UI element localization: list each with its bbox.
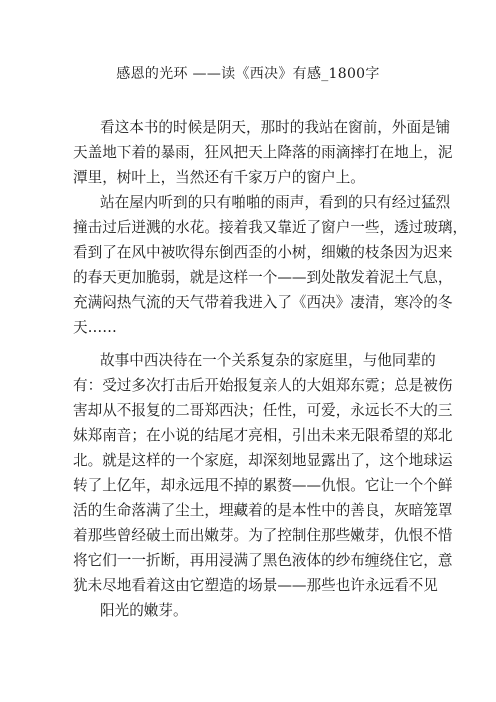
paragraph-line: 妹郑南音；在小说的结尾才亮相，引出未来无限希望的郑北 bbox=[73, 427, 453, 444]
paragraph-line: 将它们一一折断，再用浸满了黑色液体的纱布缠绕住它，意 bbox=[73, 552, 453, 569]
paragraph-line: 犹未尽地看着这由它塑造的场景——那些也许永远看不见 bbox=[73, 577, 438, 594]
paragraph-line: 的春天更加脆弱，就是这样一个——到处散发着泥土气息， bbox=[73, 269, 453, 286]
paragraph-line: 阳光的嫩芽。 bbox=[100, 602, 188, 619]
paragraph-line: 撞击过后迸溅的水花。接着我又靠近了窗户一些，透过玻璃， bbox=[73, 219, 468, 236]
paragraph-line: 害却从不报复的二哥郑西決；任性，可爱，永远长不大的三 bbox=[73, 402, 453, 419]
paragraph-line: 着那些曾经破土而出嫩芽。为了控制住那些嫩芽，仇恨不惜 bbox=[73, 527, 453, 544]
paragraph-line: 看到了在风中被吹得东倒西歪的小树，细嫩的枝条因为迟来 bbox=[73, 244, 453, 261]
paragraph-line: 故事中西决待在一个关系复杂的家庭里，与他同辈的 bbox=[100, 352, 436, 369]
paragraph-line: 有：受过多次打击后开始报复亲人的大姐郑东霓；总是被伤 bbox=[73, 377, 453, 394]
paragraph-line: 北。就是这样的一个家庭，却深刻地显露出了，这个地球运 bbox=[73, 452, 453, 469]
paragraph-line: 潭里，树叶上，当然还有千家万户的窗户上。 bbox=[73, 169, 365, 186]
paragraph-line: 转了上亿年，却永远甩不掉的累赘——仇恨。它让一个个鲜 bbox=[73, 477, 453, 494]
paragraph-line: 天盖地下着的暴雨，狂风把天上降落的雨滴摔打在地上，泥 bbox=[73, 144, 453, 161]
paragraph-line: 看这本书的时候是阴天，那时的我站在窗前，外面是铺 bbox=[100, 119, 451, 136]
paragraph-line: 活的生命落满了尘土，埋藏着的是本性中的善良，灰暗笼罩 bbox=[73, 502, 453, 519]
paragraph-line: 天…… bbox=[73, 319, 117, 336]
paragraph-line: 充满闷热气流的天气带着我进入了《西决》凄清，寒冷的冬 bbox=[73, 294, 453, 311]
paragraph-line: 站在屋内听到的只有啪啪的雨声，看到的只有经过猛烈 bbox=[100, 194, 451, 211]
document-title: 感恩的光环 ——读《西决》有感_1800字 bbox=[116, 66, 380, 82]
